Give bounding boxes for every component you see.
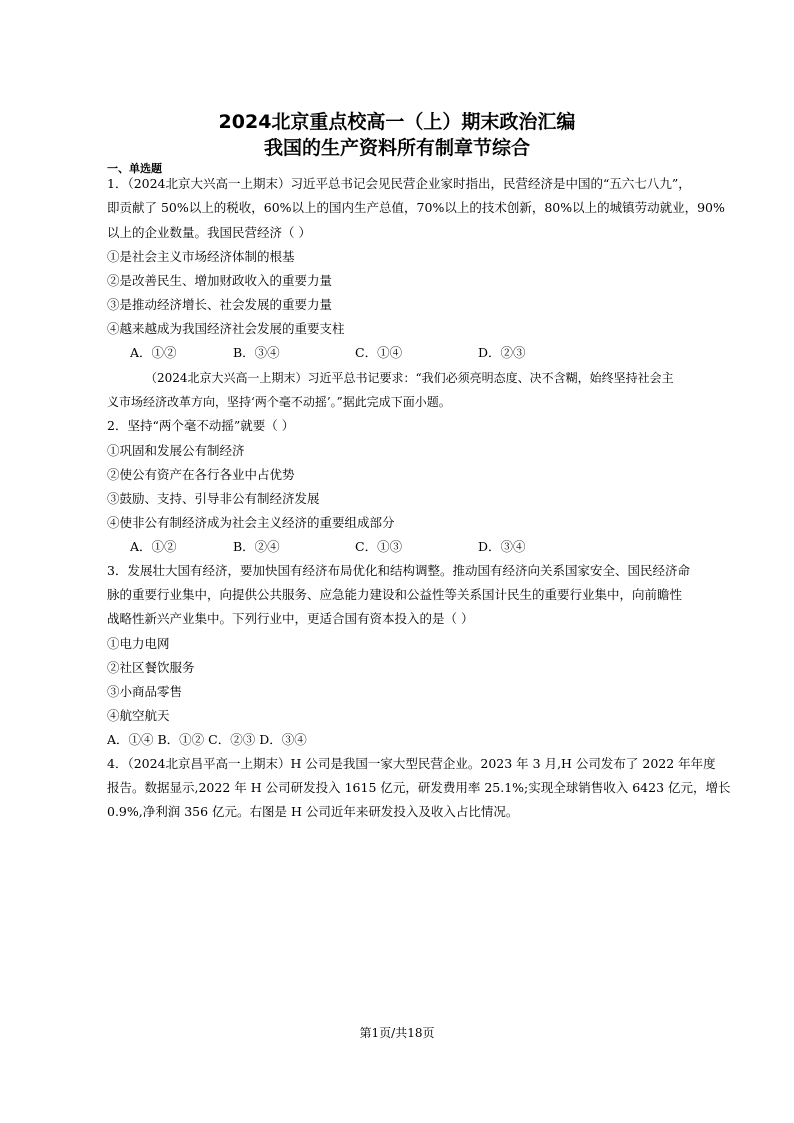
doc-subtitle: 我国的生产资料所有制章节综合 [263, 137, 530, 159]
page-number: 第1页/共18页 [359, 1026, 435, 1040]
q3-stem-line1: 3．发展壮大国有经济，要加快国有经济布局优化和结构调整。推动国有经济向关系国家安全、国民经济命 [107, 563, 690, 578]
q2-stem: 2．坚持“两个毫不动摇”就要（ ） [107, 418, 295, 433]
q2-item: ③鼓励、支持、引导非公有制经济发展 [107, 491, 320, 506]
q1-option-a: A．①② [130, 345, 177, 360]
q4-stem-line1: 4．（2024北京昌平高一上期末）H 公司是我国一家大型民营企业。2023 年 3 月,H 公司发布了 2022 年年度 [107, 756, 716, 771]
q2-item: ④使非公有制经济成为社会主义经济的重要组成部分 [107, 515, 395, 530]
q3-stem-line2: 脉的重要行业集中，向提供公共服务、应急能力建设和公益性等关系国计民生的重要行业集中，向前瞻性 [107, 587, 683, 602]
q3-stem-line3: 战略性新兴产业集中。下列行业中，更适合国有资本投入的是（ ） [107, 611, 474, 626]
q3-item: ④航空航天 [107, 708, 170, 723]
q4-stem-line2: 报告。数据显示,2022 年 H 公司研发投入 1615 亿元，研发费用率 25.1%;实现全球销售收入 6423 亿元，增长 [107, 780, 731, 795]
q1-option-c: C．①④ [355, 345, 403, 360]
q2-option-c: C．①③ [355, 539, 403, 554]
q3-item: ①电力电网 [107, 636, 170, 651]
q3-item: ③小商品零售 [107, 684, 183, 699]
material-line2: 义市场经济改革方向，坚持‘两个毫不动摇’。”据此完成下面小题。 [107, 395, 451, 409]
q3-options: A．①④ B．①② C．②③ D．③④ [107, 732, 307, 747]
material-line1: （2024北京大兴高一上期末）习近平总书记要求：“我们必须亮明态度、决不含糊，始终坚持社会主 [145, 371, 674, 385]
q1-stem-line2: 即贡献了 50%以上的税收，60%以上的国内生产总值，70%以上的技术创新，80%以上的城镇劳动就业，90% [107, 200, 725, 215]
q1-item: ④越来越成为我国经济社会发展的重要支柱 [107, 321, 345, 336]
q1-item: ③是推动经济增长、社会发展的重要力量 [107, 297, 333, 312]
q1-option-b: B．③④ [233, 345, 280, 360]
q2-option-b: B．②④ [233, 539, 280, 554]
q1-stem-line1: 1．（2024北京大兴高一上期末）习近平总书记会见民营企业家时指出，民营经济是中国的“五六七八九”， [107, 176, 691, 191]
section-heading: 一、单选题 [107, 162, 162, 175]
q1-item: ①是社会主义市场经济体制的根基 [107, 249, 295, 264]
q2-option-a: A．①② [130, 539, 177, 554]
q2-item: ②使公有资产在各行各业中占优势 [107, 467, 295, 482]
q2-option-d: D．③④ [478, 539, 526, 554]
q4-stem-line3: 0.9%,净利润 356 亿元。右图是 H 公司近年来研发投入及收入占比情况。 [107, 804, 519, 819]
q1-stem-line3: 以上的企业数量。我国民营经济（ ） [107, 225, 311, 240]
q3-item: ②社区餐饮服务 [107, 660, 195, 675]
q1-option-d: D．②③ [478, 345, 526, 360]
q2-item: ①巩固和发展公有制经济 [107, 443, 245, 458]
doc-title: 2024北京重点校高一（上）期末政治汇编 [218, 111, 576, 133]
q1-item: ②是改善民生、增加财政收入的重要力量 [107, 273, 333, 288]
